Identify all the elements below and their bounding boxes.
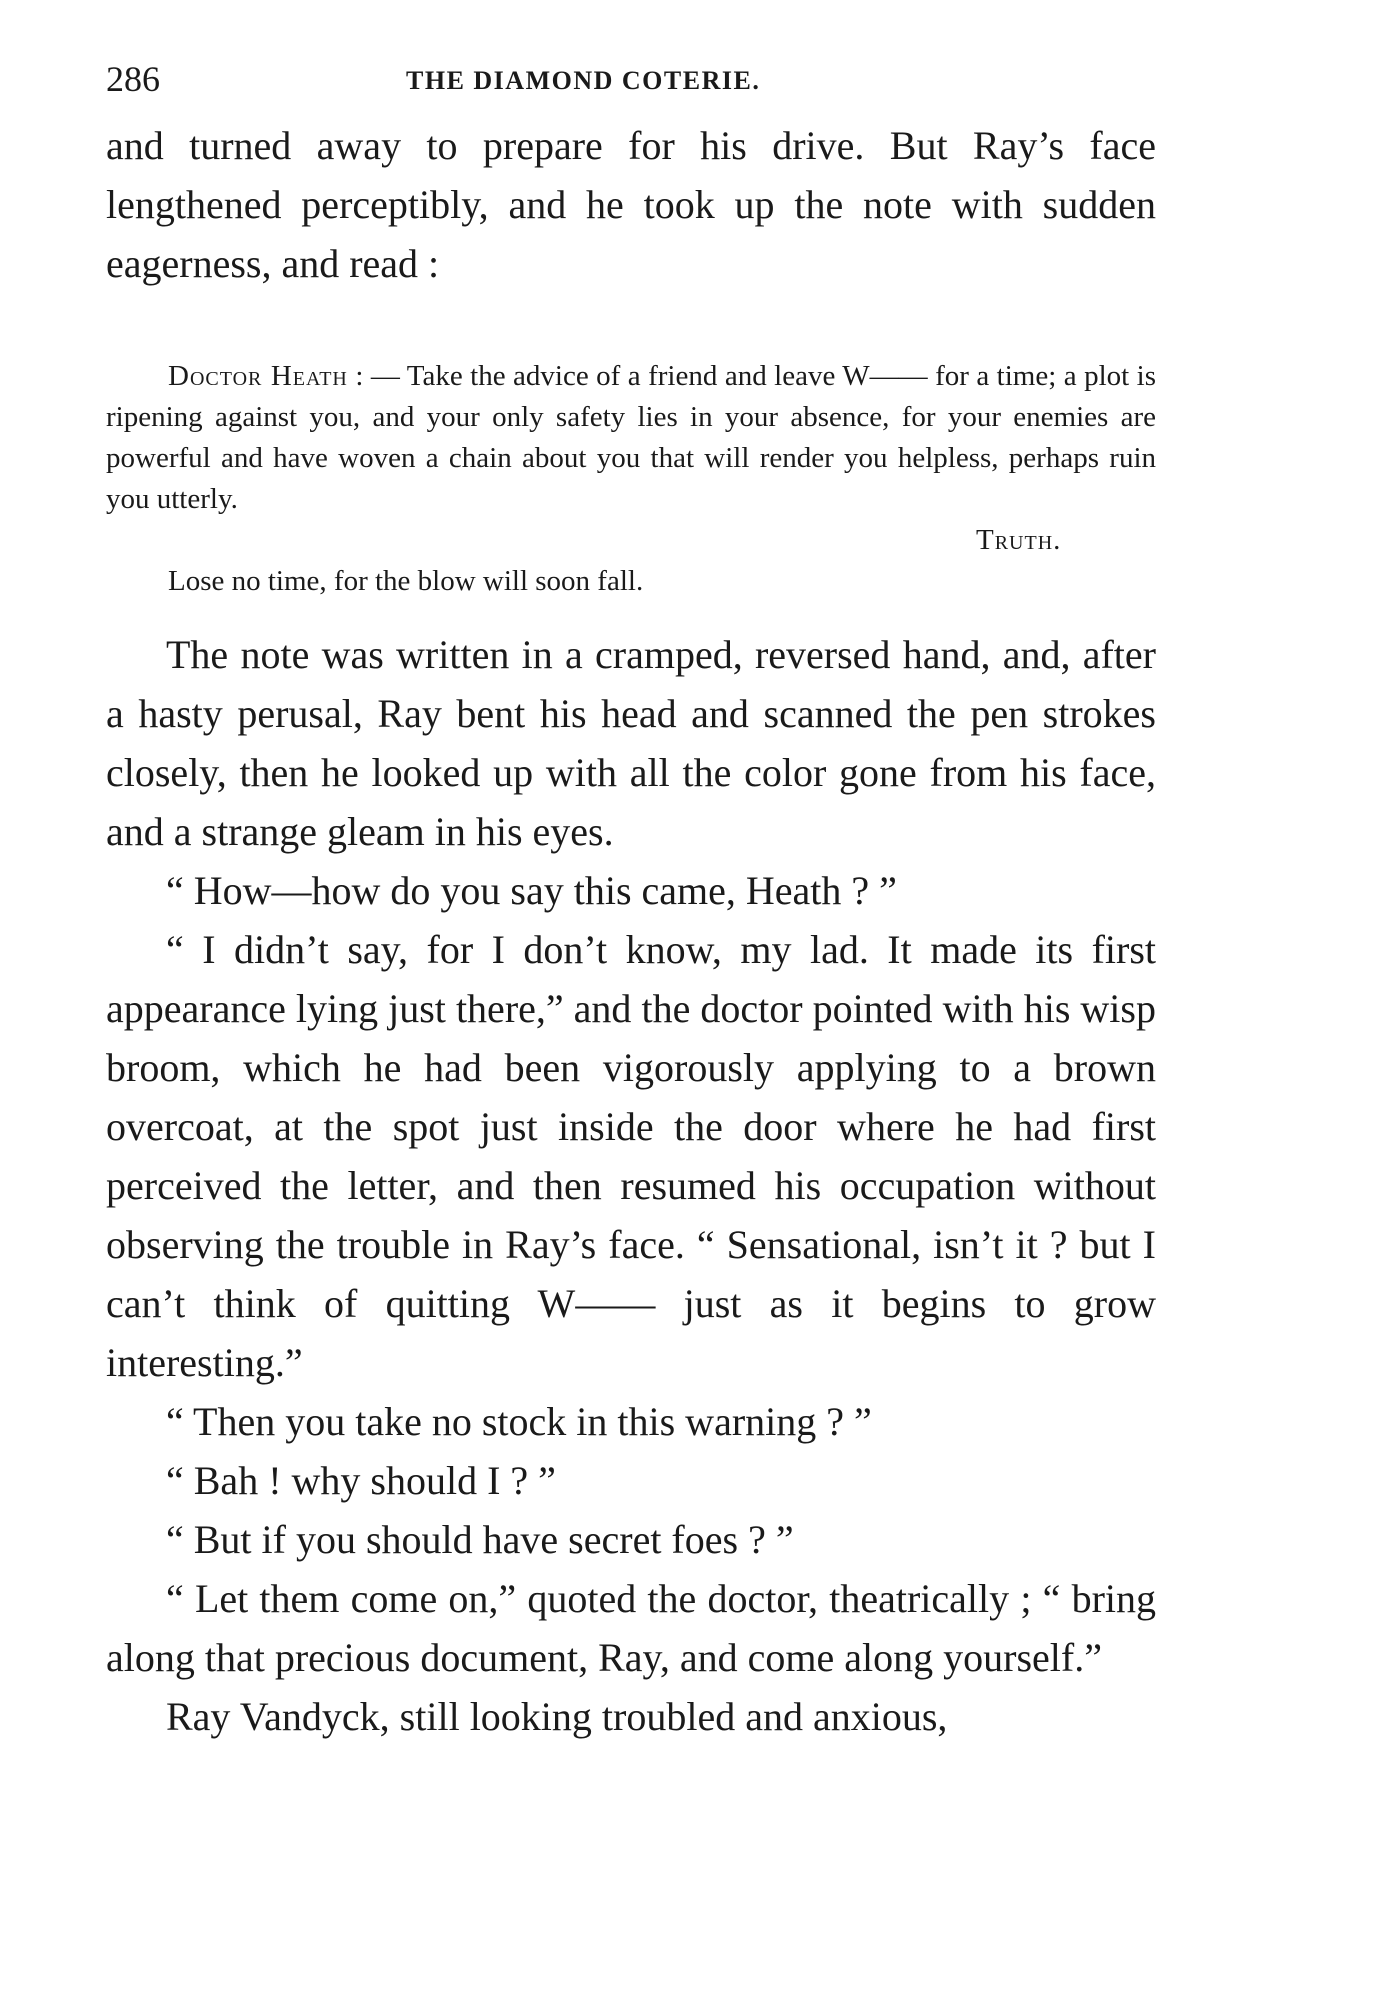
paragraph: “ Let them come on,” quoted the doctor, theatrically ; “ bring along that precious document, Ray, and come along yourself.” bbox=[106, 1576, 1156, 1680]
running-head: THE DIAMOND COTERIE. bbox=[406, 66, 761, 95]
paragraph: “ But if you should have secret foes ? ” bbox=[166, 1517, 794, 1562]
opening-text bbox=[106, 116, 1156, 293]
note-text: : — Take the advice of a friend and leave W—— for a time; a plot is ripening against you, and your only safety lies in your absence, for your enemies are powerful and have woven a chain about you that will render you helpless, perhaps ruin you utterly. bbox=[106, 360, 1156, 515]
note-body bbox=[106, 356, 1156, 520]
paragraph: “ Bah ! why should I ? ” bbox=[166, 1458, 556, 1503]
note-salutation: Doctor Heath bbox=[168, 360, 348, 392]
main-text bbox=[106, 625, 1156, 1746]
note-postscript: Lose no time, for the blow will soon fall. bbox=[168, 565, 644, 597]
page-number: 286 bbox=[106, 59, 160, 99]
quoted-note bbox=[106, 356, 1156, 602]
opening-paragraph: and turned away to prepare for his drive. But Ray’s face lengthened perceptibly, and he took up the note with sudden eagerness, and read : bbox=[106, 123, 1156, 286]
paragraph: “ I didn’t say, for I don’t know, my lad. It made its first appearance lying just there,” and the doctor pointed with his wisp broom, which he had been vigorously applying to a brown overcoat, at the spot just inside the door where he had first perceived the letter, and then resumed his occupation without observing the trouble in Ray’s face. “ Sensational, isn’t it ? but I can’t think of quitting W—— just as it begins to grow interesting.” bbox=[106, 927, 1156, 1385]
paragraph: “ How—how do you say this came, Heath ? ” bbox=[166, 868, 897, 913]
page-header bbox=[106, 58, 1156, 118]
paragraph: The note was written in a cramped, reversed hand, and, after a hasty perusal, Ray bent his head and scanned the pen strokes closely, then he looked up with all the color gone from his face, and a strange gleam in his eyes. bbox=[106, 632, 1156, 854]
paragraph: Ray Vandyck, still looking troubled and anxious, bbox=[166, 1694, 948, 1739]
paragraph: “ Then you take no stock in this warning ? ” bbox=[166, 1399, 872, 1444]
note-signature: Truth. bbox=[976, 524, 1062, 556]
note-signature-row bbox=[106, 520, 1156, 561]
